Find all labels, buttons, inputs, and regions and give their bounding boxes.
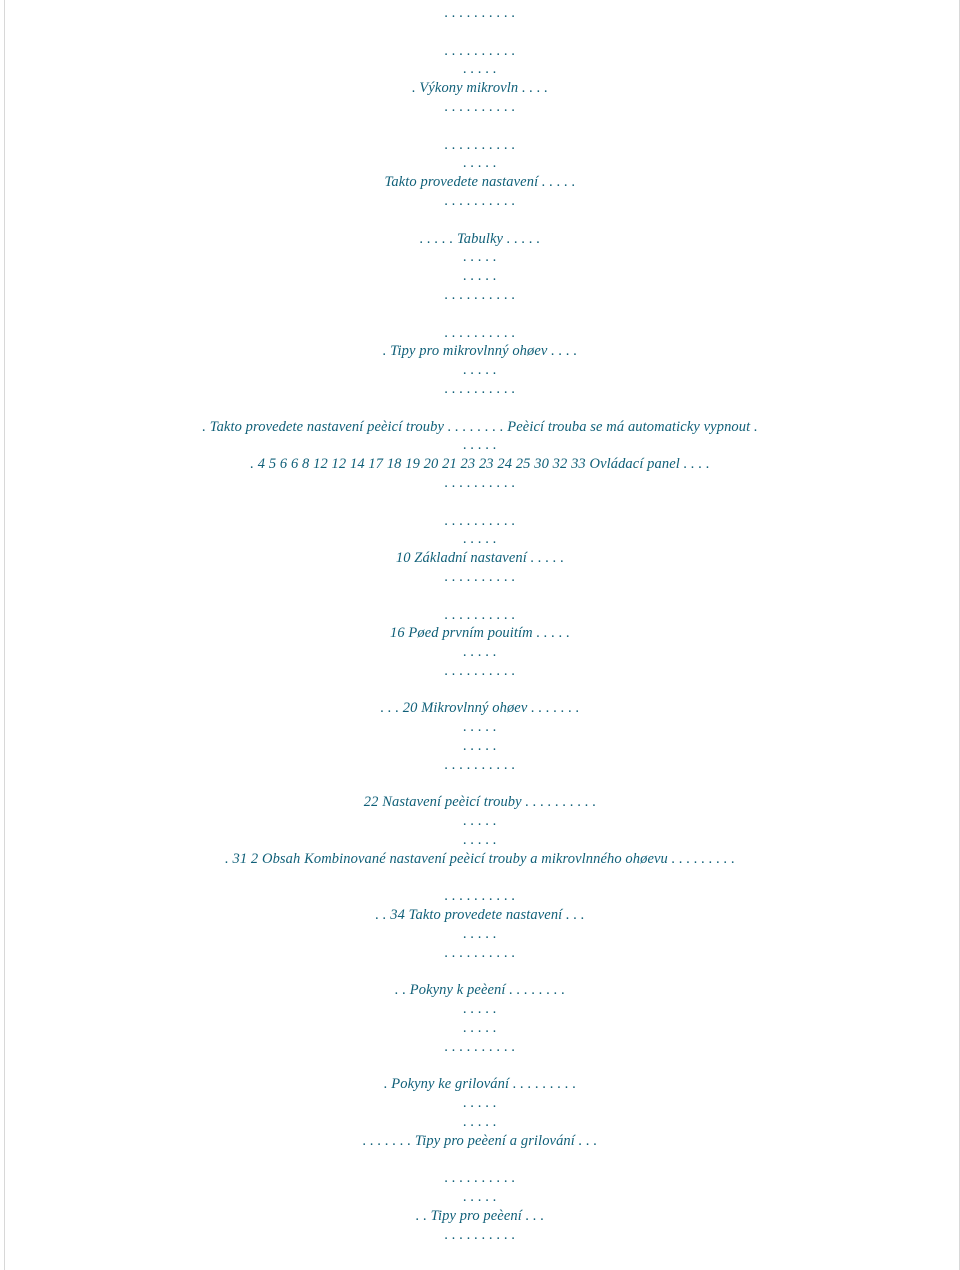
toc-line: . . . . . . . . . . (444, 5, 516, 21)
toc-line: . . . . . . . . . . (444, 136, 516, 153)
toc-line: . . . . . (463, 1001, 497, 1018)
toc-line: . . . . . . . . . . (444, 324, 516, 341)
toc-line: . Takto provedete nastavení peèicí trouby . . . . . . . . Peèicí trouba se má automaticky vypnout . (202, 418, 758, 435)
toc-line: . . 34 Takto provedete nastavení . . . (375, 907, 585, 924)
toc-line: . . . . . . . . . . (444, 756, 516, 773)
toc-line: . . . . . . . . . . (444, 474, 516, 491)
toc-line: . . Tipy pro peèení . . . (415, 1208, 545, 1224)
toc-line: . . . . . . . . . . (444, 888, 516, 905)
toc-line: . Tipy pro mikrovlnný ohøev . . . . (382, 343, 578, 360)
toc-line: 10 Základní nastavení . . . . . (395, 550, 565, 567)
toc-line: . . . . . (463, 644, 497, 661)
toc-line: . . . . . . . . . . (444, 98, 516, 115)
toc-line: . . . . . (463, 1114, 497, 1131)
toc-line: . . . . . (463, 249, 497, 266)
toc-line (0, 587, 960, 606)
toc-line: . . . . . (463, 1095, 497, 1112)
toc-line: . 4 5 6 6 8 12 12 14 17 18 19 20 21 23 23 24 25 30 32 33 Ovládací panel . . . . (250, 456, 710, 473)
toc-line: . . . . . . . . . . (444, 380, 516, 397)
toc-line: . . Pokyny k peèení . . . . . . . . (394, 982, 566, 999)
toc-line: 16 Pøed prvním pouitím . . . . . (389, 625, 570, 642)
toc-line: . . . . . (463, 437, 497, 454)
toc-line: . . . . . . . . . . (444, 512, 516, 529)
toc-line: . Pokyny ke grilování . . . . . . . . . (383, 1076, 577, 1093)
toc-line: Takto provedete nastavení . . . . . (384, 174, 576, 191)
toc-line: . . . . . (463, 1189, 497, 1206)
toc-line: . . . . . Tabulky . . . . . (419, 230, 541, 247)
toc-line: . . . . . (463, 155, 497, 172)
toc-line: . . . 20 Mikrovlnný ohøev . . . . . . . (380, 700, 580, 717)
toc-line: . . . . . . . . . . (444, 568, 516, 585)
toc-line: . . . . . (463, 61, 497, 78)
toc-line: . . . . . . . . . . (444, 42, 516, 59)
toc-line: . . . . . (463, 1020, 497, 1037)
toc-line: . 31 2 Obsah Kombinované nastavení peèicí trouby a mikrovlnného ohøevu . . . . . . . . . (225, 850, 735, 867)
toc-line (0, 23, 960, 42)
toc-line (0, 211, 960, 230)
toc-line (0, 117, 960, 136)
table-of-contents (0, 4, 960, 1245)
toc-line (0, 681, 960, 700)
toc-line: . . . . . (463, 362, 497, 379)
toc-line (0, 1057, 960, 1076)
toc-line (0, 869, 960, 888)
toc-line (0, 775, 960, 794)
toc-line (0, 399, 960, 418)
toc-line: . . . . . (463, 832, 497, 849)
toc-line: . . . . . (463, 813, 497, 830)
toc-line: . . . . . . . . . . (444, 286, 516, 303)
toc-line: . . . . . . . Tipy pro peèení a grilování . . . (362, 1132, 598, 1149)
toc-line: . . . . . (463, 738, 497, 755)
toc-line (0, 493, 960, 512)
toc-line: . . . . . . . . . . (444, 1038, 516, 1055)
toc-line: . . . . . (463, 531, 497, 548)
toc-line: 22 Nastavení peèicí trouby . . . . . . . . . . (363, 794, 597, 811)
toc-line: . . . . . . . . . . (444, 192, 516, 209)
toc-line: . . . . . . . . . . (444, 1170, 516, 1187)
toc-line: . . . . . . . . . . (444, 606, 516, 623)
toc-line: . . . . . . . . . . (444, 1226, 516, 1243)
toc-line (0, 1151, 960, 1170)
toc-line: . . . . . . . . . . (444, 944, 516, 961)
toc-line (0, 305, 960, 324)
toc-line: . . . . . (463, 719, 497, 736)
toc-line: . . . . . (463, 268, 497, 285)
toc-line: . . . . . (463, 926, 497, 943)
toc-line: . Výkony mikrovln . . . . (411, 80, 549, 97)
toc-line (0, 963, 960, 982)
toc-line: . . . . . . . . . . (444, 662, 516, 679)
